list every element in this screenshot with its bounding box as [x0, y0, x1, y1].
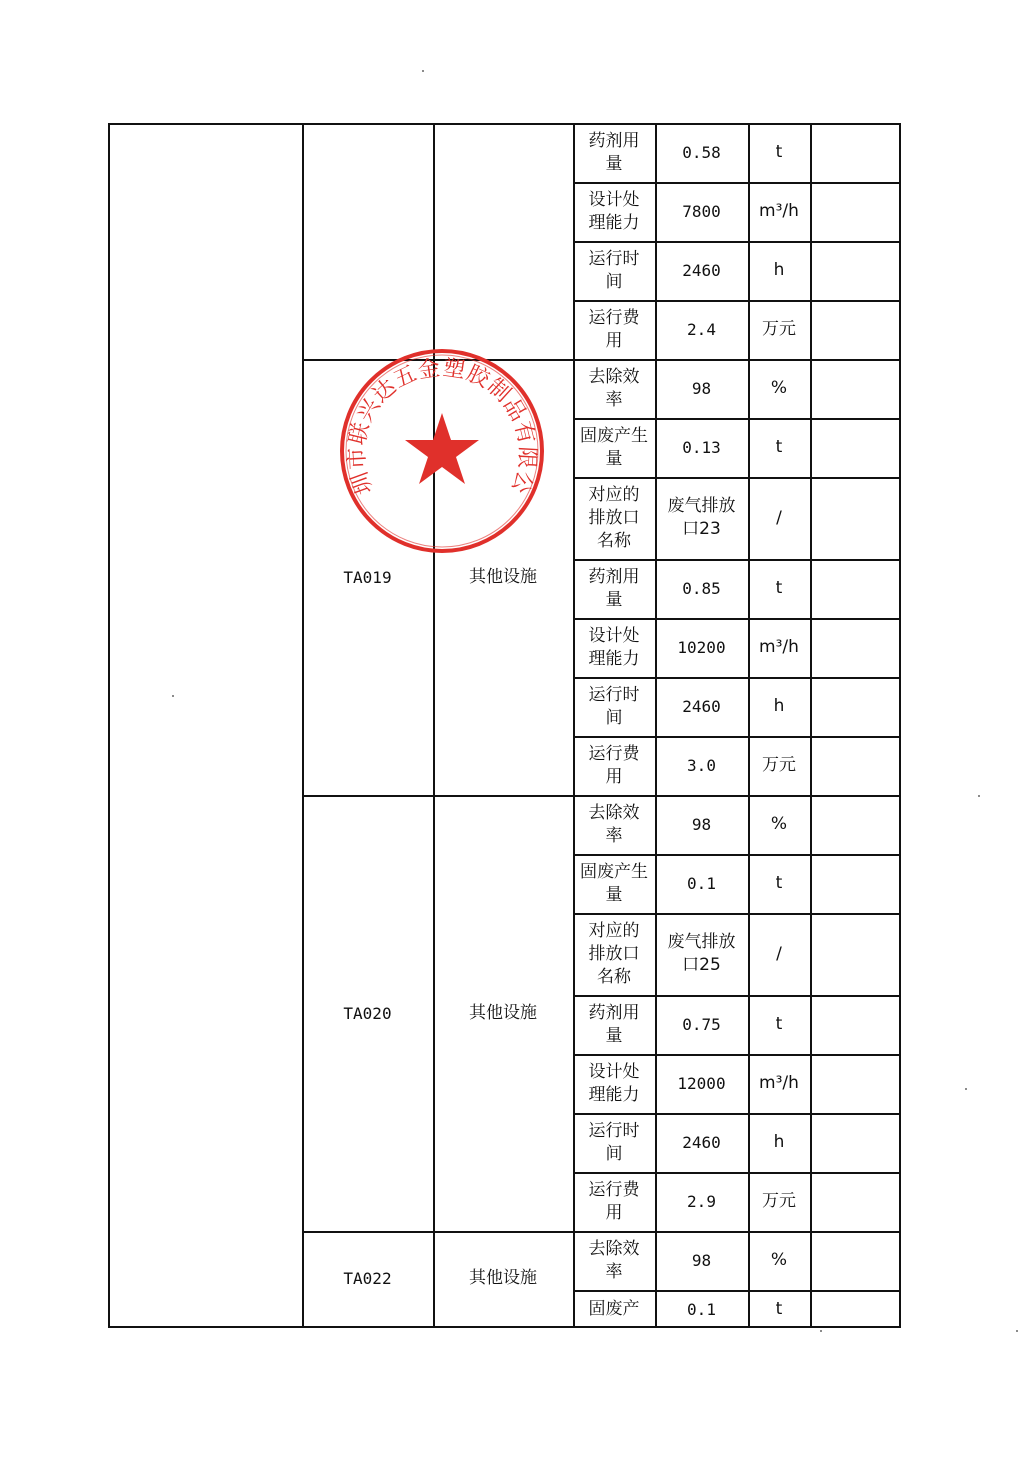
unit-cell — [748, 736, 810, 795]
unit-cell — [748, 300, 810, 359]
param-cell — [573, 854, 655, 913]
unit-cell-text: t — [775, 1299, 783, 1319]
value-cell-text: 98 — [691, 379, 712, 398]
param-cell-text: 药剂用 量 — [588, 1002, 640, 1046]
unit-cell-text: h — [773, 1132, 785, 1152]
facility-type-cell — [433, 123, 573, 359]
scan-speck — [965, 1088, 967, 1090]
value-cell — [655, 418, 748, 477]
unit-cell — [748, 1231, 810, 1290]
unit-cell — [748, 477, 810, 559]
value-cell — [655, 736, 748, 795]
param-cell — [573, 1113, 655, 1172]
unit-cell-text: t — [775, 437, 783, 457]
param-cell — [573, 1054, 655, 1113]
unit-cell — [748, 795, 810, 854]
param-cell — [573, 477, 655, 559]
param-cell-text: 去除效 率 — [588, 802, 640, 846]
facility-code-cell-text: TA020 — [343, 1003, 392, 1023]
unit-cell — [748, 1172, 810, 1231]
unit-cell — [748, 1113, 810, 1172]
unit-cell-text: 万元 — [762, 1191, 796, 1211]
facility-type-cell — [433, 795, 573, 1231]
value-cell — [655, 1113, 748, 1172]
remark-cell — [810, 995, 899, 1054]
value-cell-text: 98 — [691, 815, 712, 834]
value-cell — [655, 1290, 748, 1329]
param-cell — [573, 1172, 655, 1231]
value-cell-text: 12000 — [677, 1074, 726, 1093]
value-cell-text: 0.13 — [682, 438, 721, 457]
param-cell — [573, 618, 655, 677]
facility-type-cell-text: 其他设施 — [469, 1002, 537, 1023]
facility-code-cell-text: TA022 — [343, 1269, 392, 1288]
remark-cell — [810, 1172, 899, 1231]
param-cell — [573, 1231, 655, 1290]
unit-cell-text: m³/h — [759, 637, 799, 657]
param-cell-text: 运行费 用 — [588, 307, 640, 351]
value-cell — [655, 854, 748, 913]
param-cell-text: 运行时 间 — [588, 684, 640, 728]
param-cell-text: 固废产生量 — [580, 425, 648, 469]
param-cell-text: 去除效 率 — [588, 1238, 640, 1282]
param-cell-text: 对应的 排放口 名称 — [588, 484, 640, 551]
facility-code-cell — [302, 123, 433, 359]
value-cell-text: 2460 — [682, 1133, 721, 1152]
param-cell — [573, 795, 655, 854]
value-cell — [655, 618, 748, 677]
unit-cell — [748, 913, 810, 995]
facility-code-cell-text: TA019 — [343, 567, 392, 587]
unit-cell-text: % — [770, 1250, 788, 1270]
facility-type-cell-text: 其他设施 — [469, 1268, 537, 1288]
unit-cell — [748, 677, 810, 736]
unit-cell — [748, 618, 810, 677]
remark-cell — [810, 1054, 899, 1113]
unit-cell — [748, 123, 810, 182]
unit-cell-text: t — [775, 873, 783, 893]
value-cell-text: 3.0 — [687, 756, 716, 775]
remark-cell — [810, 1231, 899, 1290]
remark-cell — [810, 123, 899, 182]
remark-cell — [810, 241, 899, 300]
param-cell — [573, 559, 655, 618]
param-cell-text: 设计处 理能力 — [588, 189, 640, 233]
unit-cell — [748, 1054, 810, 1113]
param-cell-text: 运行费 用 — [588, 743, 640, 787]
value-cell — [655, 795, 748, 854]
value-cell — [655, 300, 748, 359]
seal-graphic — [336, 345, 548, 557]
unit-cell-text: h — [773, 696, 785, 716]
scan-speck — [1016, 1330, 1018, 1332]
value-cell — [655, 1054, 748, 1113]
unit-cell-text: / — [776, 943, 782, 964]
unit-cell-text: m³/h — [759, 1073, 799, 1093]
company-seal — [336, 345, 548, 557]
value-cell — [655, 123, 748, 182]
value-cell-text: 0.1 — [687, 1300, 716, 1319]
param-cell-text: 设计处 理能力 — [588, 625, 640, 669]
scan-speck — [422, 70, 424, 72]
unit-cell-text: % — [770, 378, 788, 398]
param-cell-text: 运行费 用 — [588, 1179, 640, 1223]
value-cell — [655, 477, 748, 559]
param-cell — [573, 182, 655, 241]
remark-cell — [810, 854, 899, 913]
value-cell — [655, 913, 748, 995]
param-cell-text: 药剂用 量 — [588, 130, 640, 174]
facility-type-cell-text: 其他设施 — [469, 566, 537, 587]
remark-cell — [810, 736, 899, 795]
value-cell — [655, 559, 748, 618]
remark-cell — [810, 618, 899, 677]
value-cell — [655, 359, 748, 418]
param-cell — [573, 995, 655, 1054]
remark-cell — [810, 1113, 899, 1172]
param-cell-text: 固废产 — [588, 1299, 640, 1319]
remark-cell — [810, 677, 899, 736]
scan-speck — [978, 795, 980, 797]
value-cell-text: 2.9 — [687, 1192, 716, 1211]
value-cell — [655, 995, 748, 1054]
unit-cell-text: % — [770, 814, 788, 834]
value-cell-text: 废气排放 口25 — [667, 932, 736, 975]
unit-cell — [748, 854, 810, 913]
param-cell-text: 运行时 间 — [588, 1120, 640, 1164]
param-cell — [573, 359, 655, 418]
unit-cell — [748, 995, 810, 1054]
star-icon — [405, 413, 479, 484]
param-cell — [573, 677, 655, 736]
svg-text:深圳市联兴达五金塑胶制品有限公司 — [336, 345, 539, 498]
seal-text: 圳市联兴达五金塑胶制品有限公 — [344, 355, 540, 498]
value-cell-text: 7800 — [682, 202, 721, 221]
unit-cell-text: 万元 — [762, 319, 796, 339]
value-cell-text: 98 — [691, 1251, 712, 1270]
facility-code-cell — [302, 795, 433, 1231]
unit-cell — [748, 359, 810, 418]
value-cell-text: 0.85 — [682, 579, 721, 598]
remark-cell — [810, 1290, 899, 1329]
remark-cell — [810, 559, 899, 618]
param-cell-text: 去除效 率 — [588, 366, 640, 410]
remark-cell — [810, 182, 899, 241]
value-cell-text: 2460 — [682, 697, 721, 716]
param-cell — [573, 1290, 655, 1329]
value-cell — [655, 241, 748, 300]
unit-cell-text: / — [776, 507, 782, 528]
value-cell — [655, 677, 748, 736]
param-cell-text: 设计处 理能力 — [588, 1061, 640, 1105]
unit-cell-text: t — [775, 578, 783, 598]
value-cell-text: 2.4 — [687, 320, 716, 339]
param-cell — [573, 123, 655, 182]
remark-cell — [810, 913, 899, 995]
remark-cell — [810, 795, 899, 854]
value-cell — [655, 1231, 748, 1290]
value-cell-text: 0.1 — [687, 874, 716, 893]
value-cell-text: 0.58 — [682, 143, 721, 162]
param-cell-text: 运行时 间 — [588, 248, 640, 292]
unit-cell-text: m³/h — [759, 201, 799, 221]
remark-cell — [810, 359, 899, 418]
param-cell-text: 药剂用 量 — [588, 566, 640, 610]
unit-cell — [748, 559, 810, 618]
unit-cell-text: t — [775, 1014, 783, 1034]
param-cell — [573, 736, 655, 795]
value-cell — [655, 1172, 748, 1231]
remark-cell — [810, 300, 899, 359]
scan-speck — [820, 1330, 822, 1332]
value-cell — [655, 182, 748, 241]
param-cell-text: 对应的 排放口 名称 — [588, 920, 640, 987]
param-cell-text: 固废产生量 — [580, 861, 648, 905]
scan-speck — [172, 695, 174, 697]
table-rule — [899, 123, 901, 1328]
value-cell-text: 0.75 — [682, 1015, 721, 1034]
value-cell-text: 2460 — [682, 261, 721, 280]
param-cell — [573, 300, 655, 359]
facility-type-cell — [433, 1231, 573, 1326]
unit-cell — [748, 182, 810, 241]
unit-cell-text: h — [773, 260, 785, 280]
remark-cell — [810, 418, 899, 477]
value-cell-text: 废气排放 口23 — [667, 496, 736, 539]
unit-cell-text: 万元 — [762, 755, 796, 775]
unit-cell — [748, 1290, 810, 1329]
param-cell — [573, 913, 655, 995]
param-cell — [573, 418, 655, 477]
param-cell — [573, 241, 655, 300]
facility-code-cell — [302, 1231, 433, 1326]
value-cell-text: 10200 — [677, 638, 726, 657]
unit-cell-text: t — [775, 142, 783, 162]
unit-cell — [748, 241, 810, 300]
remark-cell — [810, 477, 899, 559]
unit-cell — [748, 418, 810, 477]
table-rule — [108, 123, 110, 1328]
